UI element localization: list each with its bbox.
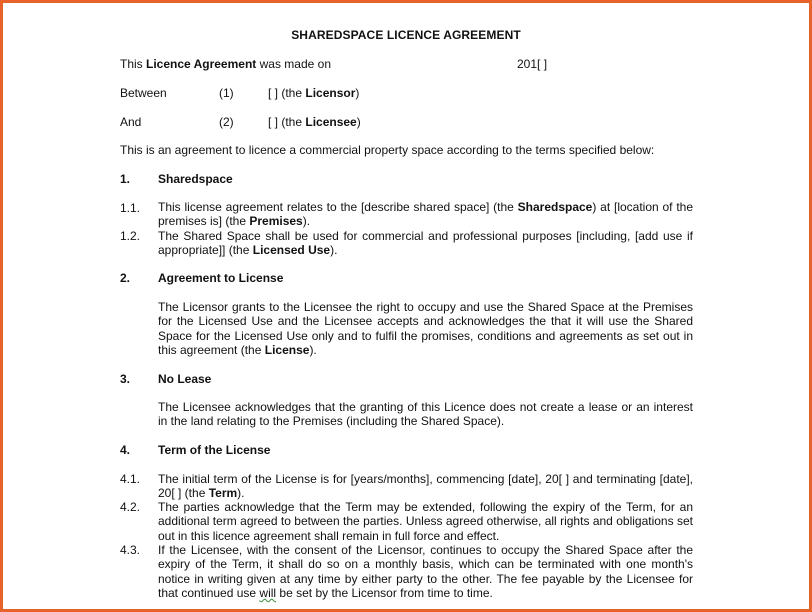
clause-1-2-number: 1.2. xyxy=(120,229,141,243)
clause-1-2-c: ). xyxy=(330,243,338,258)
clause-1-2-a: The Shared Space shall be used for commercial and professional purposes [including, [add use if appropriate]] (the xyxy=(158,229,693,258)
clause-4-1-c: ). xyxy=(237,486,245,501)
licensee-post: ) xyxy=(356,115,361,129)
purpose-statement: This is an agreement to licence a commercial property space according to the terms specified below: xyxy=(120,143,655,157)
clause-4-3-number: 4.3. xyxy=(120,543,141,557)
clause-1-1-a: This license agreement relates to the [describe shared space] (the xyxy=(158,200,518,214)
clause-4-2-number: 4.2. xyxy=(120,500,141,514)
section-2-b: License xyxy=(264,343,310,358)
section-4-number: 4. xyxy=(120,443,131,457)
clause-1-1-b: Sharedspace xyxy=(517,200,593,214)
section-2-heading: Agreement to License xyxy=(158,271,284,285)
clause-4-1-number: 4.1. xyxy=(120,472,141,486)
between-label: Between xyxy=(120,86,167,100)
document-title: SHAREDSPACE LICENCE AGREEMENT xyxy=(291,28,521,42)
section-4-heading: Term of the License xyxy=(158,443,271,457)
licensor-pre: [ ] (the xyxy=(268,86,306,100)
clause-1-1-d: Premises xyxy=(249,214,303,229)
section-2-c: ). xyxy=(309,343,317,358)
clause-4-2-text: The parties acknowledge that the Term may be extended, following the expiry of the Term, for an additional term agreed to between the parties. Unless agreed otherwise, all rights and obligations set out in this licence agreement shall remain in full force and effect. xyxy=(158,500,693,543)
clause-4-3-c: be set by the Licensor from time to time. xyxy=(276,586,493,601)
section-1-number: 1. xyxy=(120,172,131,186)
section-3-heading: No Lease xyxy=(158,372,212,386)
agreement-year: 201[ ] xyxy=(517,57,548,71)
section-2-number: 2. xyxy=(120,271,131,285)
licensee-pre: [ ] (the xyxy=(268,115,306,129)
and-number: (2) xyxy=(219,115,234,129)
made-bold: Licence Agreement xyxy=(146,57,257,71)
clause-1-1-e: ). xyxy=(302,214,311,229)
clause-4-1-b: Term xyxy=(208,486,238,501)
section-3-number: 3. xyxy=(120,372,131,386)
made-prefix: This xyxy=(120,57,147,71)
made-suffix: was made on xyxy=(256,57,331,71)
clause-1-1-c: ) at [location of the premises is] (the xyxy=(158,200,693,229)
clause-4-1-a: The initial term of the License is for [years/months], commencing [date], 20[ ] and terminating [date], 20[ ] (the xyxy=(158,472,693,501)
licensor-post: ) xyxy=(355,86,360,100)
section-3-text: The Licensee acknowledges that the granting of this Licence does not create a lease or an interest in the land relating to the Premises (including the Shared Space). xyxy=(158,400,693,429)
section-1-heading: Sharedspace xyxy=(158,172,233,186)
section-2-a: The Licensor grants to the Licensee the right to occupy and use the Shared Space at the Premises for the Licensed Use and the Licensee accepts and acknowledges the that it will use the Shared Space for the Licensed Use only and to fulfil the promises, conditions and agreements as set out in this agreement (the xyxy=(158,300,693,358)
licensor-bold: Licensor xyxy=(305,86,356,100)
clause-4-3-flagged-word: will xyxy=(259,586,277,601)
licensee-bold: Licensee xyxy=(305,115,357,129)
clause-1-1-number: 1.1. xyxy=(120,201,141,215)
clause-1-2-b: Licensed Use xyxy=(252,243,331,258)
between-number: (1) xyxy=(219,86,234,100)
and-label: And xyxy=(120,115,142,129)
clause-4-3-a: If the Licensee, with the consent of the Licensor, continues to occupy the Shared Space after the expiry of the Term, it shall do so on a monthly basis, which can be terminated with one month's notice in writing given at any time by either party to the other. The fee payable by the Licensee for that continued use xyxy=(158,543,693,601)
